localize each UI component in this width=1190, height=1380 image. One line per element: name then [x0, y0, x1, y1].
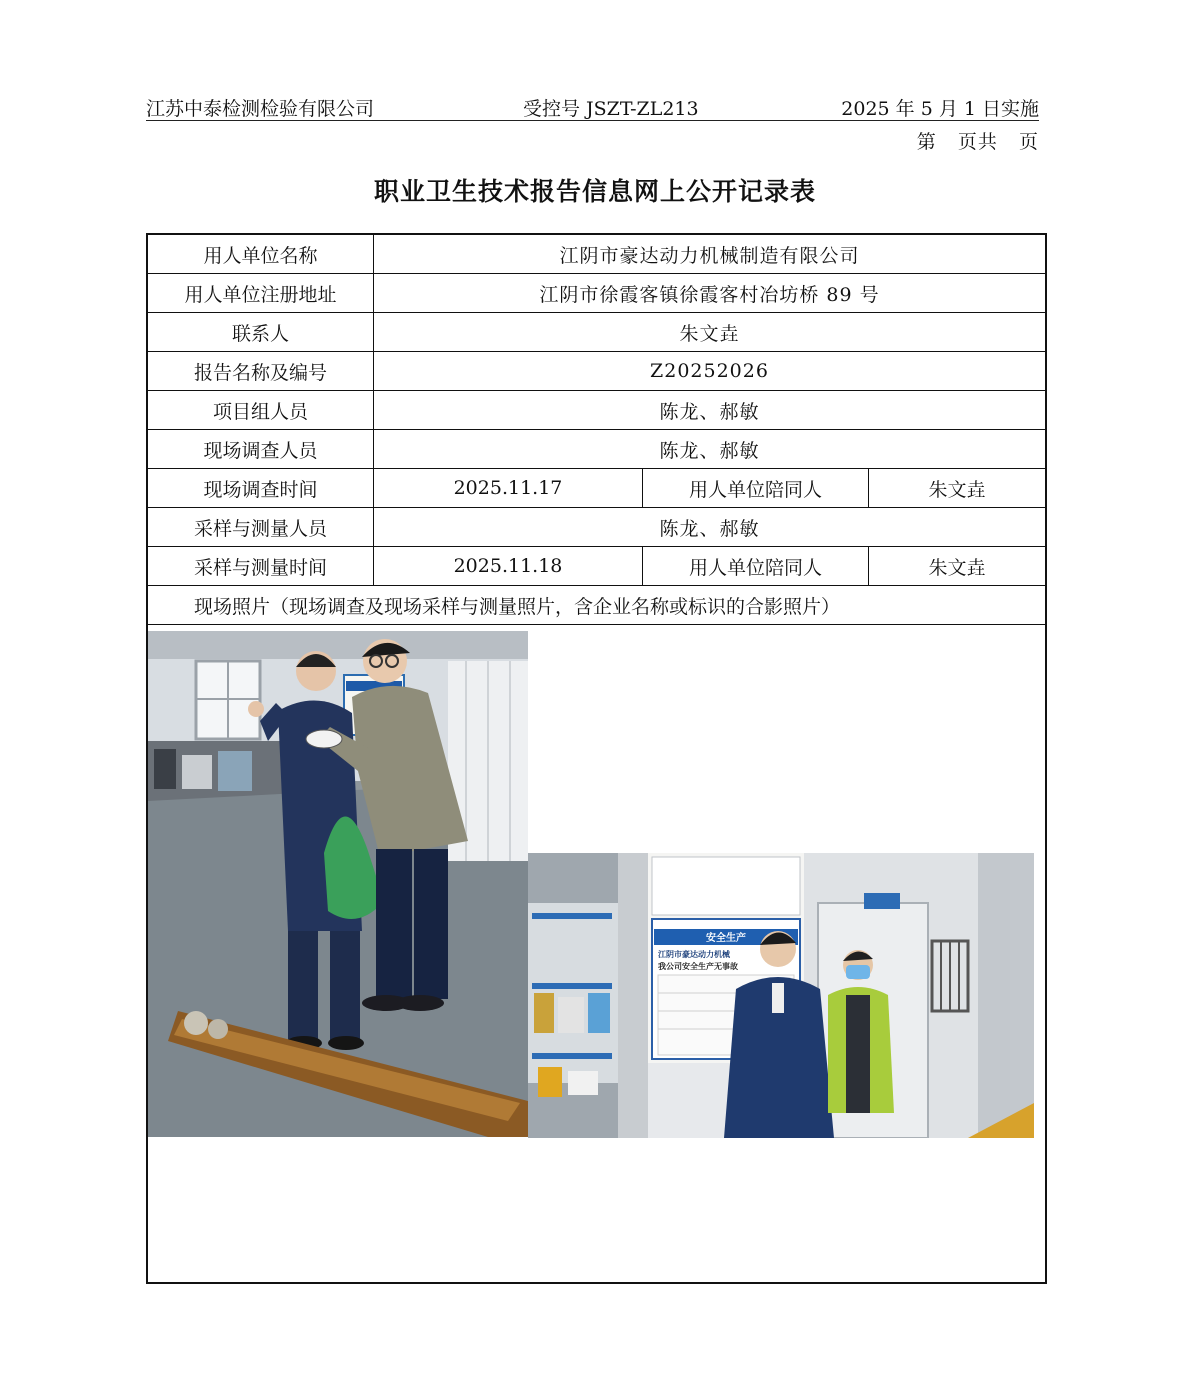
contact-label: 联系人	[148, 313, 374, 351]
record-table	[146, 233, 1047, 1284]
row-survey-time	[148, 469, 1045, 508]
row-contact	[148, 313, 1045, 352]
sampling-time-label: 采样与测量时间	[148, 547, 374, 585]
row-report	[148, 352, 1045, 391]
document-header	[146, 92, 1039, 121]
row-sampling-staff	[148, 508, 1045, 547]
survey-time-label: 现场调查时间	[148, 469, 374, 507]
project-team-value: 陈龙、郝敏	[659, 400, 760, 423]
survey-time-value: 2025.11.17	[374, 469, 643, 507]
sampling-staff-label: 采样与测量人员	[148, 508, 374, 546]
survey-companion-label: 用人单位陪同人	[643, 469, 869, 507]
sampling-companion-value: 朱文垚	[928, 556, 986, 579]
employer-address-label: 用人单位注册地址	[148, 274, 374, 312]
sampling-companion-label: 用人单位陪同人	[643, 547, 869, 585]
report-label: 报告名称及编号	[148, 352, 374, 390]
survey-staff-label: 现场调查人员	[148, 430, 374, 468]
employer-address-value: 江阴市徐霞客镇徐霞客村冶坊桥 89 号	[539, 283, 880, 306]
employer-name-label: 用人单位名称	[148, 235, 374, 273]
board-record: 我公司安全生产无事故	[658, 962, 738, 971]
report-value: Z20252026	[650, 360, 769, 382]
group-photo-with-company-board	[528, 853, 1034, 1138]
survey-companion-value: 朱文垚	[928, 478, 986, 501]
row-project-team	[148, 391, 1045, 430]
row-photos-caption	[148, 586, 1045, 625]
board-company: 江阴市豪达动力机械	[658, 950, 730, 959]
sampling-staff-value: 陈龙、郝敏	[659, 517, 760, 540]
row-sampling-time	[148, 547, 1045, 586]
site-survey-photo	[148, 631, 528, 1137]
row-employer-name	[148, 235, 1045, 274]
sampling-time-value: 2025.11.18	[374, 547, 643, 585]
document-title: 职业卫生技术报告信息网上公开记录表	[373, 177, 816, 206]
header-effective-date: 2025 年 5 月 1 日实施	[841, 98, 1039, 120]
contact-value: 朱文垚	[679, 322, 740, 345]
project-team-label: 项目组人员	[148, 391, 374, 429]
board-heading: 安全生产	[706, 933, 746, 944]
survey-staff-value: 陈龙、郝敏	[659, 439, 760, 462]
photos-caption: 现场照片（现场调查及现场采样与测量照片，含企业名称或标识的合影照片）	[194, 595, 841, 618]
row-employer-address	[148, 274, 1045, 313]
employer-name-value: 江阴市豪达动力机械制造有限公司	[559, 244, 860, 267]
header-company: 江苏中泰检测检验有限公司	[146, 98, 375, 120]
header-control-number: 受控号 JSZT-ZL213	[523, 98, 699, 120]
page-counter: 第 页共 页	[916, 131, 1039, 153]
row-survey-staff	[148, 430, 1045, 469]
